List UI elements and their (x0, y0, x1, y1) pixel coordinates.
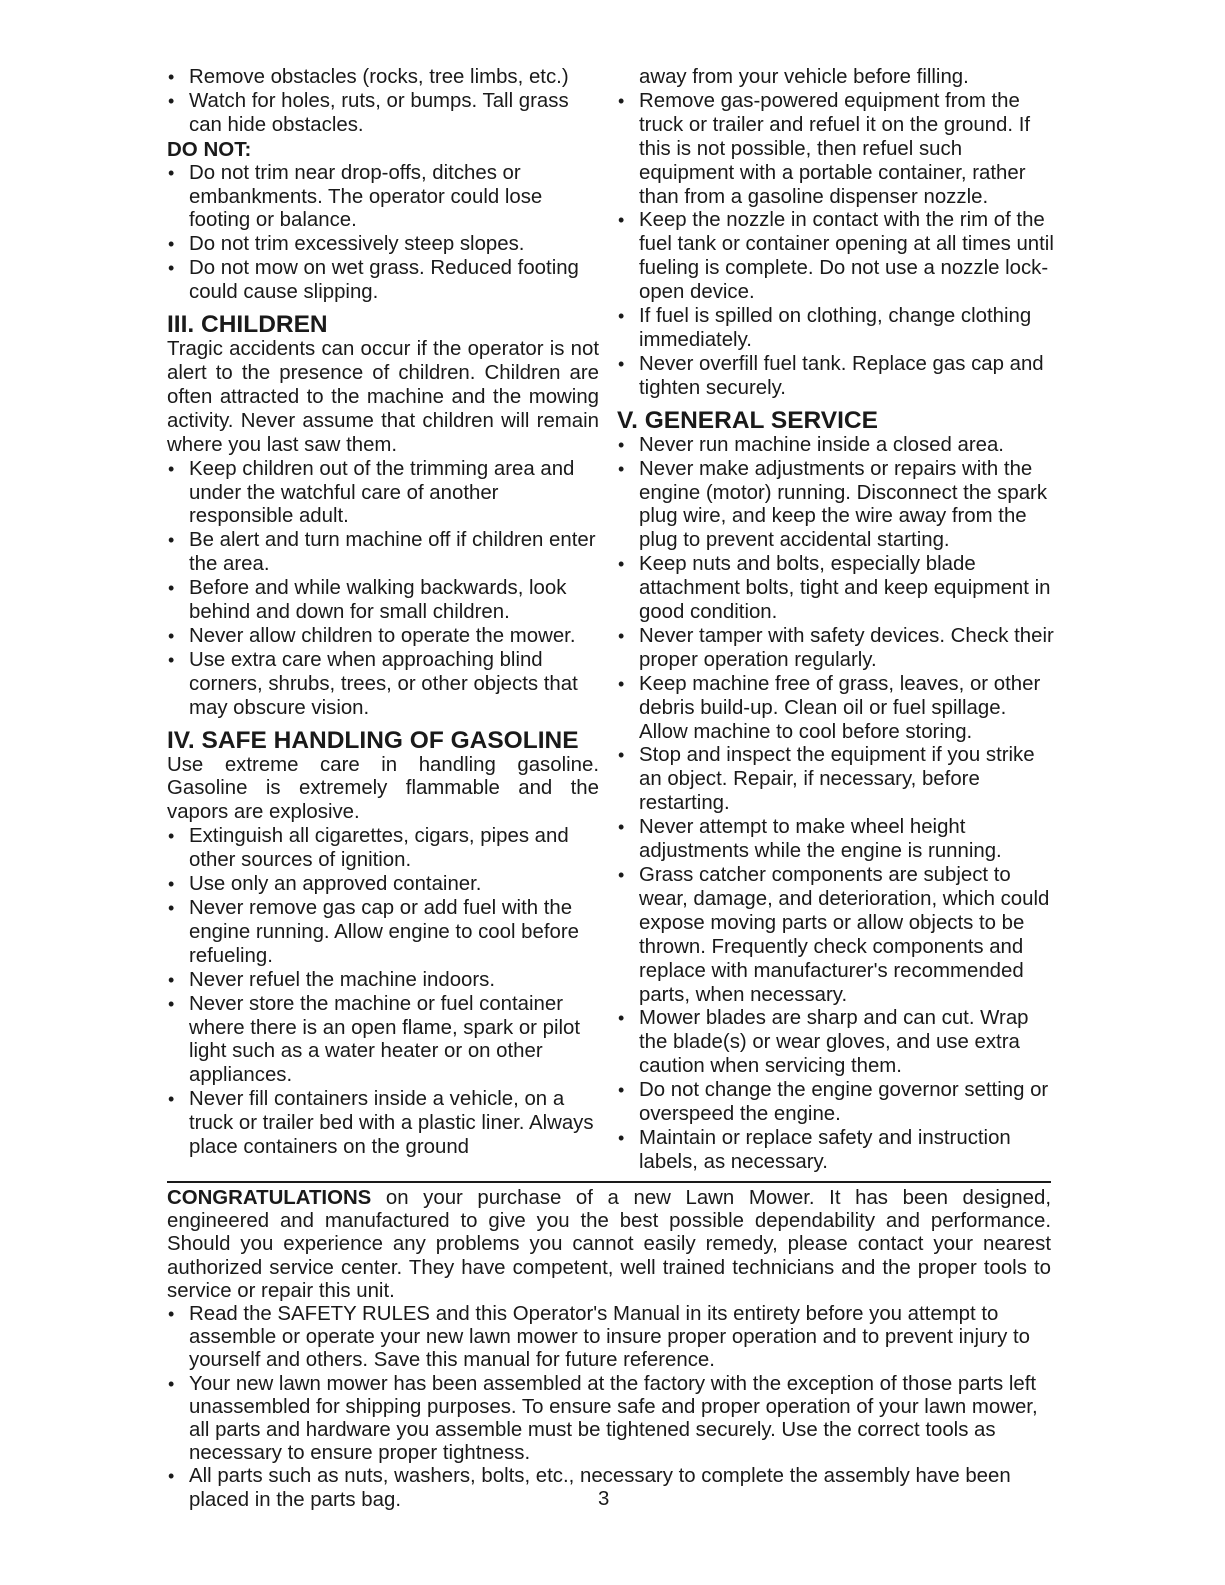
congratulations-lead: CONGRATULATIONS (167, 1187, 372, 1209)
bullet-item: • Never remove gas cap or add fuel with the engine running. Allow engine to cool before refueling. (167, 897, 599, 969)
bullet-item: • Be alert and turn machine off if children enter the area. (167, 529, 599, 577)
bullet-item: • Never overfill fuel tank. Replace gas cap and tighten securely. (617, 353, 1057, 401)
bullet-item: • Never allow children to operate the mower. (167, 625, 599, 649)
assembly-bullet: • All parts such as nuts, washers, bolts, etc., necessary to complete the assembly have been placed in the parts bag. (167, 1465, 1051, 1511)
bullet-item: • Stop and inspect the equipment if you strike an object. Repair, if necessary, before restarting. (617, 744, 1057, 816)
bullet-item: • Use only an approved container. (167, 873, 599, 897)
bullet-item: • Do not trim near drop-offs, ditches or embankments. The operator could lose footing or balance. (167, 162, 599, 234)
bullet-item: • Grass catcher components are subject to wear, damage, and deterioration, which could expose moving parts or allow objects to be thrown. Frequently check components and replace with manufacturer's recommended parts, when necessary. (617, 864, 1057, 1007)
bullet-item: • Never store the machine or fuel container where there is an open flame, spark or pilot light such as a water heater or on other appliances. (167, 993, 599, 1089)
left-column (167, 66, 599, 1160)
bullet-item: • If fuel is spilled on clothing, change clothing immediately. (617, 305, 1057, 353)
bullet-item: • Keep the nozzle in contact with the rim of the fuel tank or container opening at all times until fueling is complete. Do not use a nozzle lock-open device. (617, 209, 1057, 305)
paragraph: Use extreme care in handling gasoline. Gasoline is extremely flammable and the vapors are explosive. (167, 753, 599, 824)
bullet-item: • Do not trim excessively steep slopes. (167, 233, 599, 257)
bullet-item: • Never refuel the machine indoors. (167, 969, 599, 993)
bullet-item: • Never attempt to make wheel height adjustments while the engine is running. (617, 816, 1057, 864)
bullet-item: • Do not change the engine governor setting or overspeed the engine. (617, 1079, 1057, 1127)
section-heading: IV. SAFE HANDLING OF GASOLINE (167, 726, 579, 754)
bullet-item: • Keep machine free of grass, leaves, or other debris build-up. Clean oil or fuel spillage. Allow machine to cool before storing. (617, 673, 1057, 745)
subheading: DO NOT: (167, 137, 252, 161)
bullet-item: • Keep nuts and bolts, especially blade attachment bolts, tight and keep equipment in good condition. (617, 553, 1057, 625)
bullet-item: • Never make adjustments or repairs with the engine (motor) running. Disconnect the spark plug wire, and keep the wire away from the plug to prevent accidental starting. (617, 458, 1057, 554)
bullet-item: • Remove gas-powered equipment from the truck or trailer and refuel it on the ground. If this is not possible, then refuel such equipment with a portable container, rather than from a gasoline dispenser nozzle. (617, 90, 1057, 210)
bullet-item: • Watch for holes, ruts, or bumps. Tall grass can hide obstacles. (167, 90, 599, 138)
assembly-bullet: • Read the SAFETY RULES and this Operator's Manual in its entirety before you attempt to assemble or operate your new lawn mower to insure proper operation and to prevent injury to yourself and others. Save this manual for future reference. (167, 1303, 1051, 1373)
congratulations-section (167, 1181, 1051, 1512)
bullet-item: • Never fill containers inside a vehicle, on a truck or trailer bed with a plastic liner. Always place containers on the ground (167, 1088, 599, 1160)
section-heading: III. CHILDREN (167, 311, 328, 339)
paragraph: Tragic accidents can occur if the operator is not alert to the presence of children. Children are often attracted to the machine and the mowing activity. Never assume that children will remain where you last saw them. (167, 338, 599, 456)
assembly-bullet: • Your new lawn mower has been assembled at the factory with the exception of those parts left unassembled for shipping purposes. To ensure safe and proper operation of your lawn mower, all parts and hardware you assemble must be tightened securely. Use the correct tools as necessary to ensure proper tightness. (167, 1373, 1051, 1466)
bullet-item: • Do not mow on wet grass. Reduced footing could cause slipping. (167, 257, 599, 305)
bullet-item: • Extinguish all cigarettes, cigars, pipes and other sources of ignition. (167, 825, 599, 873)
bullet-item: • Use extra care when approaching blind corners, shrubs, trees, or other objects that may obscure vision. (167, 649, 599, 721)
right-column (617, 66, 1057, 1175)
congratulations-paragraph (167, 1187, 1051, 1303)
bullet-item: • Never run machine inside a closed area. (617, 434, 1057, 458)
bullet-item: • Maintain or replace safety and instruction labels, as necessary. (617, 1127, 1057, 1175)
congratulations-text: on your purchase of a new Lawn Mower. It has been designed, engineered and manufactured to give you the best possible dependability and performance. Should you experience any problems you cannot easily remedy, please contact your nearest authorized service center. They have competent, well trained technicians and the proper tools to service or repair this unit. (167, 1187, 1051, 1302)
bullet-item: • Remove obstacles (rocks, tree limbs, etc.) (167, 66, 599, 90)
bullet-item: • Before and while walking backwards, look behind and down for small children. (167, 577, 599, 625)
section-heading: V. GENERAL SERVICE (617, 406, 878, 434)
page-number: 3 (598, 1488, 610, 1510)
bullet-item: • Mower blades are sharp and can cut. Wrap the blade(s) or wear gloves, and use extra caution when servicing them. (617, 1007, 1057, 1079)
bullet-item: • Never tamper with safety devices. Check their proper operation regularly. (617, 625, 1057, 673)
continuation-text: away from your vehicle before filling. (639, 66, 969, 88)
assembly-bullets (167, 1303, 1051, 1512)
bullet-item: • Keep children out of the trimming area and under the watchful care of another responsible adult. (167, 458, 599, 530)
